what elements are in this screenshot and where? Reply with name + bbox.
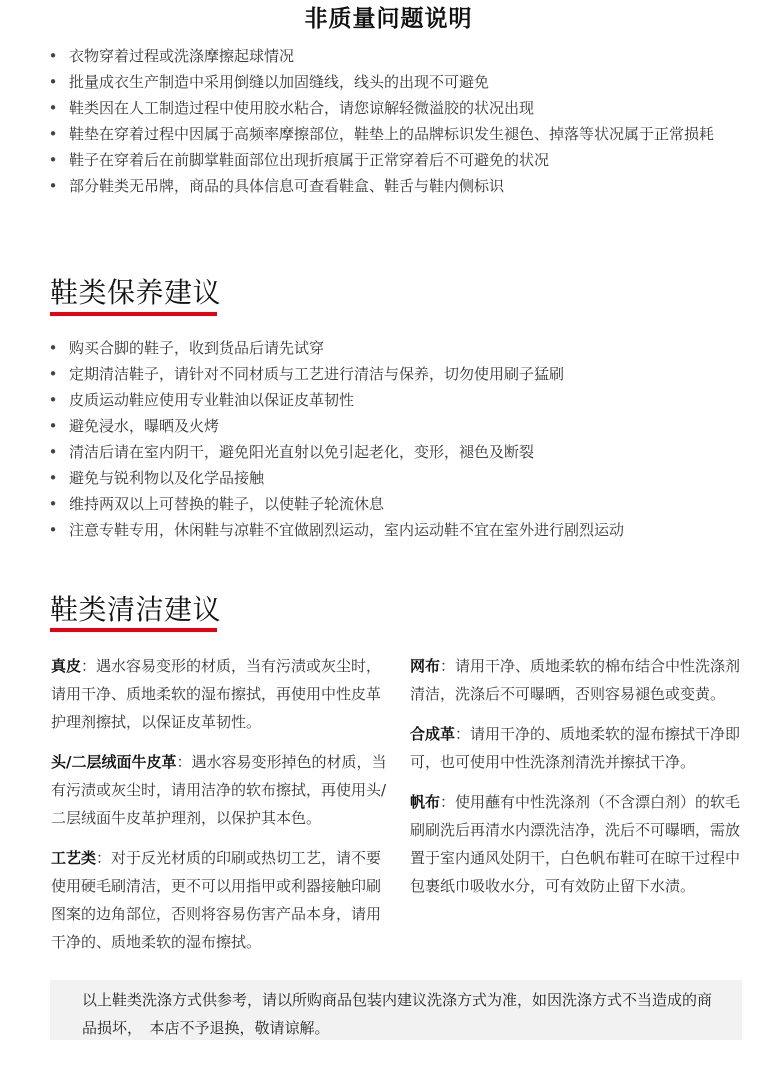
- list-item: [44, 413, 749, 439]
- bullet-icon: •: [48, 469, 58, 487]
- list-item: [44, 361, 749, 387]
- list-item: [44, 43, 749, 69]
- list-item: [44, 387, 749, 413]
- bullet-icon: •: [48, 417, 58, 435]
- nonquality-list: [44, 43, 749, 199]
- list-item-text: 避免浸水，曝晒及火烤: [69, 417, 220, 435]
- bullet-icon: •: [48, 73, 58, 91]
- bullet-icon: •: [48, 99, 58, 117]
- care-section-heading: 鞋类保养建议: [50, 276, 222, 309]
- list-item-text: 鞋子在穿着后在前脚掌鞋面部位出现折痕属于正常穿着后不可避免的状况: [69, 151, 550, 169]
- list-item-text: 避免与锐利物以及化学品接触: [69, 469, 265, 487]
- list-item-text: 批量成衣生产制造中采用倒缝以加固缝线，线头的出现不可避免: [69, 73, 490, 91]
- list-item-text: 衣物穿着过程或洗涤摩擦起球情况: [69, 47, 295, 65]
- page-title: 非质量问题说明: [304, 6, 473, 32]
- material-term: 帆布: [410, 793, 441, 811]
- list-item-text: 皮质运动鞋应使用专业鞋油以保证皮革韧性: [69, 391, 355, 409]
- bullet-icon: •: [48, 125, 58, 143]
- clean-right-column: [410, 652, 746, 912]
- care-heading-underline: [50, 312, 217, 316]
- list-item: [44, 95, 749, 121]
- bullet-icon: •: [48, 365, 58, 383]
- material-paragraph: [51, 844, 387, 956]
- material-description: ：使用蘸有中性洗涤剂（不含漂白剂）的软毛刷刷洗后再清水内漂洗洁净，洗后不可曝晒，需放置于室内通风处阴干，白色帆布鞋可在晾干过程中包裹纸巾吸收水分，可有效防止留下水渍。: [410, 793, 741, 895]
- material-description: ：对于反光材质的印刷或热切工艺，请不要使用硬毛刷清洁，更不可以用指甲或利器接触印刷图案的边角部位，否则将容易伤害产品本身，请用干净的、质地柔软的湿布擦拭。: [51, 849, 382, 951]
- material-paragraph: [51, 748, 387, 832]
- list-item: [44, 147, 749, 173]
- list-item: [44, 173, 749, 199]
- list-item: [44, 335, 749, 361]
- list-item: [44, 121, 749, 147]
- bullet-icon: •: [48, 151, 58, 169]
- material-paragraph: [410, 720, 746, 776]
- list-item: [44, 517, 749, 543]
- list-item: [44, 439, 749, 465]
- list-item-text: 鞋类因在人工制造过程中使用胶水粘合，请您谅解轻微溢胶的状况出现: [69, 99, 535, 117]
- list-item-text: 清洁后请在室内阴干，避免阳光直射以免引起老化，变形，褪色及断裂: [69, 443, 535, 461]
- bullet-icon: •: [48, 443, 58, 461]
- bullet-icon: •: [48, 177, 58, 195]
- material-term: 工艺类: [51, 849, 97, 867]
- notice-text: 以上鞋类洗涤方式供参考，请以所购商品包装内建议洗涤方式为准，如因洗涤方式不当造成的商品损坏， 本店不予退换，敬请谅解。: [82, 991, 713, 1037]
- material-description: ：请用干净、质地柔软的棉布结合中性洗涤剂清洁，洗涤后不可曝晒，否则容易褪色或变黄。: [410, 657, 741, 703]
- care-list: [44, 335, 749, 543]
- list-item-text: 购买合脚的鞋子，收到货品后请先试穿: [69, 339, 325, 357]
- material-term: 真皮: [51, 657, 82, 675]
- list-item-text: 部分鞋类无吊牌，商品的具体信息可查看鞋盒、鞋舌与鞋内侧标识: [69, 177, 505, 195]
- clean-left-column: [51, 652, 387, 968]
- list-item: [44, 465, 749, 491]
- bullet-icon: •: [48, 47, 58, 65]
- material-description: ：遇水容易变形的材质，当有污渍或灰尘时，请用干净、质地柔软的湿布擦拭，再使用中性皮革护理剂擦拭，以保证皮革韧性。: [51, 657, 382, 731]
- clean-section-heading: 鞋类清洁建议: [50, 593, 222, 626]
- material-term: 头/二层绒面牛皮革: [51, 753, 177, 771]
- bullet-icon: •: [48, 391, 58, 409]
- list-item-text: 鞋垫在穿着过程中因属于高频率摩擦部位，鞋垫上的品牌标识发生褪色、掉落等状况属于正常损耗: [69, 125, 715, 143]
- material-description: ：请用干净的、质地柔软的湿布擦拭干净即可，也可使用中性洗涤剂清洗并擦拭干净。: [410, 725, 741, 771]
- clean-heading-underline: [50, 628, 217, 632]
- list-item: [44, 69, 749, 95]
- material-paragraph: [410, 788, 746, 900]
- bullet-icon: •: [48, 339, 58, 357]
- material-description: ：遇水容易变形掉色的材质，当有污渍或灰尘时，请用洁净的软布擦拭，再使用头/二层绒面牛皮革护理剂，以保护其本色。: [51, 753, 387, 827]
- material-term: 网布: [410, 657, 441, 675]
- list-item-text: 定期清洁鞋子，请针对不同材质与工艺进行清洁与保养，切勿使用刷子猛刷: [69, 365, 565, 383]
- notice-box: [50, 980, 742, 1040]
- bullet-icon: •: [48, 521, 58, 539]
- material-paragraph: [410, 652, 746, 708]
- bullet-icon: •: [48, 495, 58, 513]
- material-term: 合成革: [410, 725, 456, 743]
- list-item-text: 注意专鞋专用，休闲鞋与凉鞋不宜做剧烈运动，室内运动鞋不宜在室外进行剧烈运动: [69, 521, 625, 539]
- list-item-text: 维持两双以上可替换的鞋子，以使鞋子轮流休息: [69, 495, 385, 513]
- list-item: [44, 491, 749, 517]
- material-paragraph: [51, 652, 387, 736]
